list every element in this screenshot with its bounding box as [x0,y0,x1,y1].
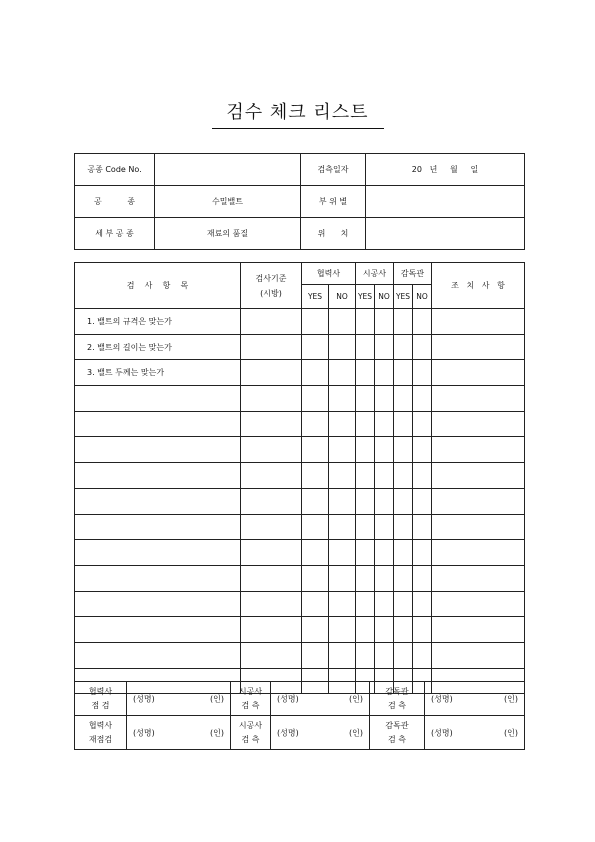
contractor-no-cell[interactable] [375,591,394,617]
table-row [75,463,525,489]
part-label: 부 위 별 [301,186,366,218]
check-item [75,463,241,489]
partner-yes-cell[interactable] [302,642,329,668]
check-item [75,565,241,591]
partner-yes-cell[interactable] [302,514,329,540]
check-item: 2. 밸트의 길이는 맞는가 [75,334,241,360]
action-cell[interactable] [432,309,525,335]
supervisor-no-cell[interactable] [413,514,432,540]
supervisor-no-cell[interactable] [413,411,432,437]
work-type-value[interactable]: 수밀밸트 [155,186,301,218]
supervisor-yes-cell[interactable] [394,334,413,360]
supervisor-no-cell[interactable] [413,488,432,514]
work-type-label: 공 종 [75,186,155,218]
supervisor-yes-cell[interactable] [394,437,413,463]
supervisor-yes-cell[interactable] [394,642,413,668]
contractor-header: 시공사 [356,263,394,285]
action-cell[interactable] [432,411,525,437]
contractor-yes-cell[interactable] [356,309,375,335]
name-placeholder: (성명) [133,694,155,703]
partner-yes-cell[interactable] [302,437,329,463]
partner-no-cell[interactable] [329,591,356,617]
contractor-yes-cell[interactable] [356,617,375,643]
table-row [75,386,525,412]
contractor-no-cell[interactable] [375,437,394,463]
action-cell[interactable] [432,591,525,617]
contractor-no-cell[interactable] [375,334,394,360]
standard-header [241,263,302,309]
contractor-yes-cell[interactable] [356,386,375,412]
supervisor-inspect-signature-1[interactable] [425,682,525,716]
supervisor-yes-cell[interactable] [394,540,413,566]
contractor-inspect-label-2 [231,716,271,750]
partner-no-cell[interactable] [329,565,356,591]
table-row [75,334,525,360]
supervisor-header: 감독관 [394,263,432,285]
contractor-yes-cell[interactable] [356,360,375,386]
standard-cell[interactable] [241,360,302,386]
contractor-inspect-signature-1[interactable] [271,682,370,716]
partner-yes-cell[interactable] [302,488,329,514]
partner-no-cell[interactable] [329,411,356,437]
contractor-no-cell[interactable] [375,617,394,643]
contractor-no-cell[interactable] [375,642,394,668]
partner-no-header: NO [329,285,356,309]
contractor-yes-cell[interactable] [356,463,375,489]
partner-inspect-label [75,682,127,716]
contractor-inspect-signature-2[interactable] [271,716,370,750]
table-row [75,565,525,591]
contractor-label-line2: 검 측 [241,735,260,744]
contractor-yes-cell[interactable] [356,437,375,463]
partner-yes-cell[interactable] [302,411,329,437]
check-item [75,540,241,566]
contractor-inspect-label-1 [231,682,271,716]
supervisor-no-cell[interactable] [413,437,432,463]
partner-yes-header: YES [302,285,329,309]
contractor-no-header: NO [375,285,394,309]
supervisor-yes-cell[interactable] [394,360,413,386]
action-cell[interactable] [432,514,525,540]
check-item [75,591,241,617]
partner-reinspect-label-line2: 재점검 [88,735,113,744]
check-item: 3. 밸트 두께는 맞는가 [75,360,241,386]
partner-reinspect-label-line1: 협력사 [88,721,113,730]
partner-reinspect-label [75,716,127,750]
partner-yes-cell[interactable] [302,617,329,643]
supervisor-label-line2: 검 측 [388,701,406,710]
action-cell[interactable] [432,334,525,360]
action-cell[interactable] [432,463,525,489]
seal-placeholder: (인) [504,694,518,703]
table-row [75,488,525,514]
contractor-no-cell[interactable] [375,411,394,437]
action-cell[interactable] [432,360,525,386]
item-header: 검 사 항 목 [75,263,241,309]
supervisor-inspect-label-1 [370,682,425,716]
part-value[interactable] [366,186,525,218]
name-placeholder: (성명) [133,728,155,737]
supervisor-yes-cell[interactable] [394,411,413,437]
supervisor-no-cell[interactable] [413,360,432,386]
supervisor-yes-cell[interactable] [394,617,413,643]
contractor-no-cell[interactable] [375,360,394,386]
supervisor-no-cell[interactable] [413,386,432,412]
supervisor-no-cell[interactable] [413,591,432,617]
table-row [75,642,525,668]
partner-yes-cell[interactable] [302,309,329,335]
partner-reinspect-signature[interactable] [127,716,231,750]
table-row [75,617,525,643]
table-row [75,360,525,386]
supervisor-no-cell[interactable] [413,642,432,668]
name-placeholder: (성명) [277,694,299,703]
seal-placeholder: (인) [349,694,363,703]
partner-no-cell[interactable] [329,360,356,386]
partner-no-cell[interactable] [329,514,356,540]
standard-cell[interactable] [241,309,302,335]
partner-no-cell[interactable] [329,642,356,668]
partner-header: 협력사 [302,263,356,285]
standard-cell[interactable] [241,488,302,514]
name-placeholder: (성명) [277,728,299,737]
supervisor-no-cell[interactable] [413,540,432,566]
contractor-no-cell[interactable] [375,565,394,591]
action-cell[interactable] [432,437,525,463]
contractor-yes-header: YES [356,285,375,309]
seal-placeholder: (인) [210,694,224,703]
seal-placeholder: (인) [210,728,224,737]
supervisor-no-header: NO [413,285,432,309]
supervisor-yes-cell[interactable] [394,309,413,335]
partner-inspect-label-line2: 점 검 [91,701,110,710]
contractor-label-line1: 시공사 [238,721,263,730]
action-cell[interactable] [432,488,525,514]
standard-cell[interactable] [241,334,302,360]
title-underline [212,128,384,129]
name-placeholder: (성명) [431,694,453,703]
partner-no-cell[interactable] [329,309,356,335]
name-placeholder: (성명) [431,728,453,737]
partner-no-cell[interactable] [329,488,356,514]
detail-work-value[interactable]: 재료의 품질 [155,218,301,250]
check-item [75,386,241,412]
action-cell[interactable] [432,642,525,668]
supervisor-inspect-label-2 [370,716,425,750]
contractor-yes-cell[interactable] [356,642,375,668]
partner-no-cell[interactable] [329,334,356,360]
inspection-date-label: 검측일자 [301,154,366,186]
check-item: 1. 밸트의 규격은 맞는가 [75,309,241,335]
supervisor-yes-cell[interactable] [394,591,413,617]
table-row [75,437,525,463]
partner-inspect-signature[interactable] [127,682,231,716]
contractor-label-line1: 시공사 [238,687,263,696]
supervisor-yes-cell[interactable] [394,386,413,412]
info-table [74,153,525,250]
partner-yes-cell[interactable] [302,591,329,617]
supervisor-label-line1: 감독관 [385,721,409,730]
action-cell[interactable] [432,565,525,591]
standard-cell[interactable] [241,411,302,437]
standard-header-line2: (시방) [260,288,282,298]
inspection-date-value[interactable]: 20 년 월 일 [366,154,525,186]
standard-cell[interactable] [241,437,302,463]
contractor-no-cell[interactable] [375,514,394,540]
contractor-yes-cell[interactable] [356,591,375,617]
seal-placeholder: (인) [504,728,518,737]
supervisor-no-cell[interactable] [413,334,432,360]
partner-no-cell[interactable] [329,463,356,489]
partner-no-cell[interactable] [329,617,356,643]
partner-yes-cell[interactable] [302,386,329,412]
contractor-yes-cell[interactable] [356,565,375,591]
check-item [75,514,241,540]
supervisor-inspect-signature-2[interactable] [425,716,525,750]
detail-work-label: 세 부 공 종 [75,218,155,250]
action-header: 조 치 사 항 [432,263,525,309]
table-row [75,309,525,335]
supervisor-yes-header: YES [394,285,413,309]
standard-cell[interactable] [241,540,302,566]
check-item [75,617,241,643]
contractor-yes-cell[interactable] [356,488,375,514]
table-row [75,591,525,617]
supervisor-yes-cell[interactable] [394,565,413,591]
supervisor-no-cell[interactable] [413,463,432,489]
partner-no-cell[interactable] [329,540,356,566]
checklist-table [74,262,525,694]
standard-header-line1: 검사기준 [255,273,287,283]
contractor-label-line2: 검 측 [241,701,260,710]
standard-cell[interactable] [241,642,302,668]
supervisor-yes-cell[interactable] [394,514,413,540]
standard-cell[interactable] [241,617,302,643]
signature-table [74,681,525,750]
page-title: 검수 체크 리스트 [226,102,369,123]
supervisor-no-cell[interactable] [413,617,432,643]
partner-yes-cell[interactable] [302,360,329,386]
supervisor-label-line2: 검 측 [388,735,406,744]
partner-yes-cell[interactable] [302,463,329,489]
contractor-yes-cell[interactable] [356,514,375,540]
contractor-no-cell[interactable] [375,309,394,335]
contractor-no-cell[interactable] [375,386,394,412]
location-label: 위 치 [301,218,366,250]
partner-inspect-label-line1: 협력사 [88,687,113,696]
check-item [75,488,241,514]
partner-yes-cell[interactable] [302,565,329,591]
seal-placeholder: (인) [349,728,363,737]
contractor-no-cell[interactable] [375,463,394,489]
partner-yes-cell[interactable] [302,540,329,566]
action-cell[interactable] [432,386,525,412]
contractor-no-cell[interactable] [375,488,394,514]
standard-cell[interactable] [241,514,302,540]
standard-cell[interactable] [241,463,302,489]
contractor-no-cell[interactable] [375,540,394,566]
supervisor-no-cell[interactable] [413,309,432,335]
standard-cell[interactable] [241,386,302,412]
supervisor-label-line1: 감독관 [385,687,409,696]
supervisor-yes-cell[interactable] [394,488,413,514]
check-item [75,411,241,437]
partner-no-cell[interactable] [329,437,356,463]
contractor-yes-cell[interactable] [356,411,375,437]
check-item [75,437,241,463]
table-row [75,411,525,437]
partner-yes-cell[interactable] [302,334,329,360]
standard-cell[interactable] [241,591,302,617]
construction-code-label: 공종 Code No. [75,154,155,186]
contractor-yes-cell[interactable] [356,540,375,566]
construction-code-value[interactable] [155,154,301,186]
partner-no-cell[interactable] [329,386,356,412]
action-cell[interactable] [432,617,525,643]
check-item [75,642,241,668]
contractor-yes-cell[interactable] [356,334,375,360]
supervisor-no-cell[interactable] [413,565,432,591]
location-value[interactable] [366,218,525,250]
table-row [75,540,525,566]
table-row [75,514,525,540]
action-cell[interactable] [432,540,525,566]
standard-cell[interactable] [241,565,302,591]
supervisor-yes-cell[interactable] [394,463,413,489]
